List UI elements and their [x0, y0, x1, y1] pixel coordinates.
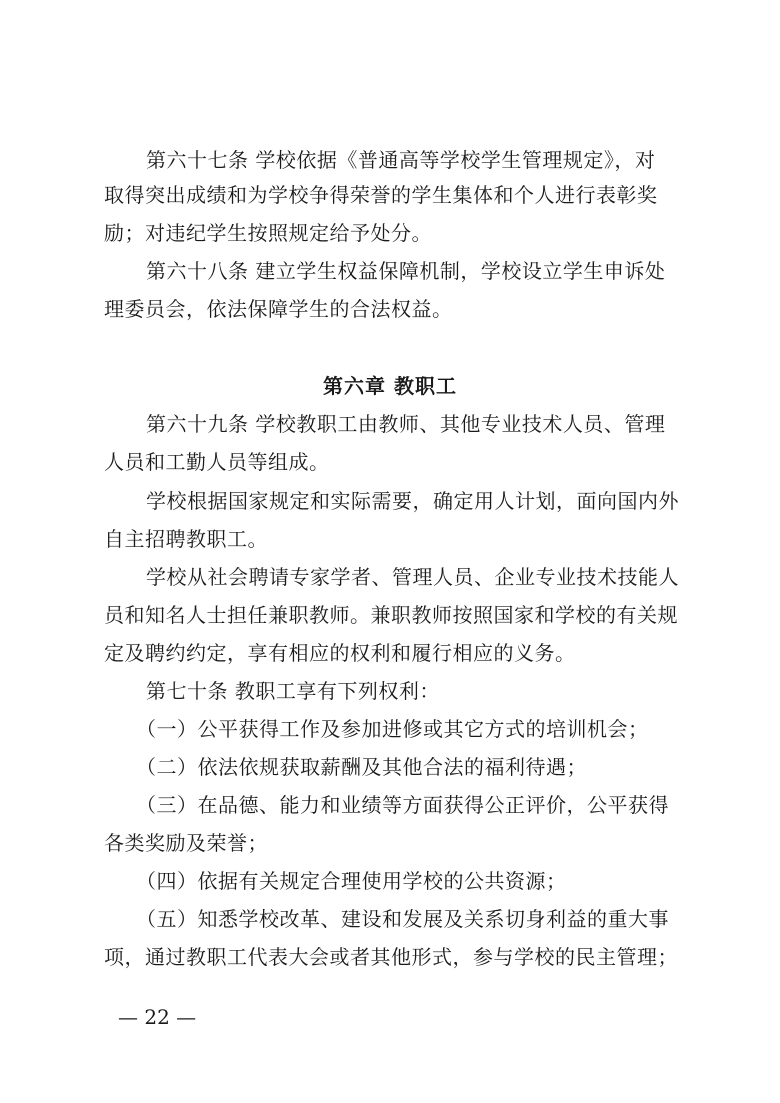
parttime-paragraph-line-3: 定及聘约约定，享有相应的权利和履行相应的义务。 [104, 641, 576, 665]
right-item-1: （一）公平获得工作及参加进修或其它方式的培训机会； [136, 717, 649, 741]
article-67-line-2: 取得突出成绩和为学校争得荣誉的学生集体和个人进行表彰奖 [104, 183, 658, 207]
right-item-5-line-1: （五）知悉学校改革、建设和发展及关系切身利益的重大事 [136, 907, 669, 931]
article-68-line-2: 理委员会，依法保障学生的合法权益。 [104, 297, 453, 321]
parttime-paragraph-line-2: 员和知名人士担任兼职教师。兼职教师按照国家和学校的有关规 [104, 603, 678, 627]
recruit-paragraph-line-2: 自主招聘教职工。 [104, 527, 268, 551]
chapter-title: 第六章 教职工 [323, 374, 457, 398]
right-item-3-line-1: （三）在品德、能力和业绩等方面获得公正评价，公平获得 [136, 793, 669, 817]
right-item-2: （二）依法依规获取薪酬及其他合法的福利待遇； [136, 755, 587, 779]
recruit-paragraph-line-1: 学校根据国家规定和实际需要，确定用人计划，面向国内外 [146, 489, 679, 513]
article-68-line-1: 第六十八条 建立学生权益保障机制，学校设立学生申诉处 [146, 259, 666, 283]
parttime-paragraph-line-1: 学校从社会聘请专家学者、管理人员、企业专业技术技能人 [146, 565, 679, 589]
right-item-4: （四）依据有关规定合理使用学校的公共资源； [136, 869, 567, 893]
right-item-5-line-2: 项，通过教职工代表大会或者其他形式，参与学校的民主管理； [104, 945, 678, 969]
article-67-line-1: 第六十七条 学校依据《普通高等学校学生管理规定》，对 [146, 148, 656, 172]
right-item-3-line-2: 各类奖励及荣誉； [104, 831, 268, 855]
article-70-line-1: 第七十条 教职工享有下列权利： [146, 679, 440, 703]
article-69-line-1: 第六十九条 学校教职工由教师、其他专业技术人员、管理 [146, 412, 666, 436]
article-69-line-2: 人员和工勤人员等组成。 [104, 450, 330, 474]
article-67-line-3: 励；对违纪学生按照规定给予处分。 [104, 221, 432, 245]
page-number: — 22 — [118, 1005, 197, 1029]
